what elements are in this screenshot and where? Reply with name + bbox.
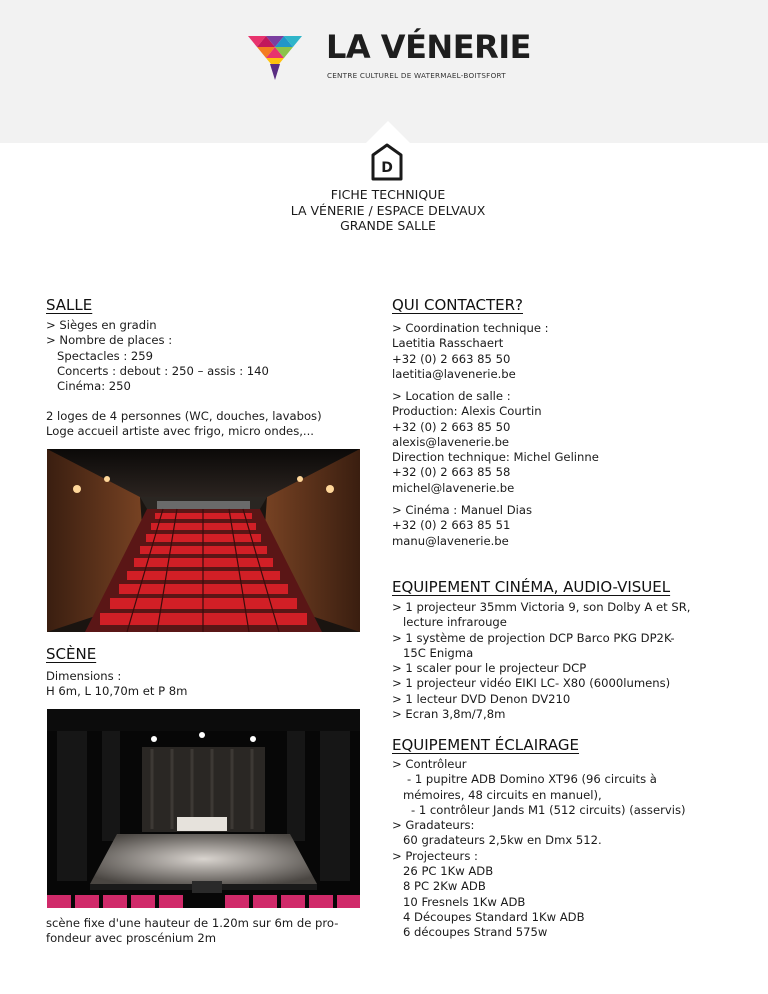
title-line: FICHE TECHNIQUE xyxy=(330,187,446,202)
eclairage-item: 60 gradateurs 2,5kw en Dmx 512. xyxy=(403,833,602,848)
contact-line: Production: Alexis Courtin xyxy=(392,404,542,419)
cinema-list xyxy=(392,600,691,722)
scene-dim-line: Dimensions : xyxy=(46,669,122,683)
cinema-item: > 1 système de projection DCP Barco PKG DP2K- xyxy=(392,630,675,645)
salle-details xyxy=(46,318,269,394)
contact-line: Direction technique: Michel Gelinne xyxy=(392,450,599,465)
title-line: LA VÉNERIE / ESPACE DELVAUX xyxy=(290,202,486,218)
contact-line: +32 (0) 2 663 85 50 xyxy=(392,419,511,434)
eclairage-item: mémoires, 48 circuits en manuel), xyxy=(403,787,602,802)
loges-line: Loge accueil artiste avec frigo, micro ondes,... xyxy=(46,424,314,439)
contact-email: michel@lavenerie.be xyxy=(392,480,515,495)
contact-email: manu@lavenerie.be xyxy=(392,533,509,548)
scene-caption xyxy=(46,916,338,947)
cinema-heading: EQUIPEMENT CINÉMA, AUDIO-VISUEL xyxy=(392,578,671,596)
brand-title: LA VÉNERIE xyxy=(326,28,531,66)
eclairage-item: - 1 pupitre ADB Domino XT96 (96 circuits à xyxy=(407,772,657,787)
contact-heading: QUI CONTACTER? xyxy=(392,296,523,314)
eclairage-item: > Projecteurs : xyxy=(392,848,478,863)
eclairage-item: 8 PC 2Kw ADB xyxy=(403,879,486,894)
contact-line: > Cinéma : Manuel Dias xyxy=(392,503,533,517)
contact-cinema xyxy=(392,503,532,549)
cinema-item: lecture infrarouge xyxy=(403,615,507,630)
contact-line: +32 (0) 2 663 85 58 xyxy=(392,465,511,480)
cinema-item: > 1 projecteur 35mm Victoria 9, son Dolby A et SR, xyxy=(392,600,691,614)
brand-subtitle: CENTRE CULTUREL DE WATERMAEL-BOITSFORT xyxy=(327,71,506,80)
stage-photo xyxy=(47,709,360,908)
cinema-item: > 1 scaler pour le projecteur DCP xyxy=(392,661,587,676)
scene-caption-line: scène fixe d'une hauteur de 1.20m sur 6m de pro- xyxy=(46,916,339,930)
salle-heading: SALLE xyxy=(46,296,93,314)
contact-coordination xyxy=(392,321,549,382)
document-title xyxy=(0,187,768,234)
title-line: GRANDE SALLE xyxy=(340,218,436,233)
loges-details xyxy=(46,409,322,440)
eclairage-heading: EQUIPEMENT ÉCLAIRAGE xyxy=(392,736,580,754)
contact-line: +32 (0) 2 663 85 50 xyxy=(392,351,511,366)
salle-line: Cinéma: 250 xyxy=(57,379,131,394)
contact-line: +32 (0) 2 663 85 51 xyxy=(392,518,511,533)
contact-email: alexis@lavenerie.be xyxy=(392,434,510,449)
contact-email: laetitia@lavenerie.be xyxy=(392,366,516,381)
eclairage-list xyxy=(392,757,686,941)
cinema-item: > 1 lecteur DVD Denon DV210 xyxy=(392,691,571,706)
house-d-icon xyxy=(371,143,403,181)
cinema-item: > Ecran 3,8m/7,8m xyxy=(392,707,506,722)
salle-line: > Sièges en gradin xyxy=(46,318,157,332)
cinema-item: 15C Enigma xyxy=(403,645,474,660)
eclairage-item: 26 PC 1Kw ADB xyxy=(403,864,494,879)
cinema-item: > 1 projecteur vidéo EIKI LC- X80 (6000lumens) xyxy=(392,676,671,691)
triangle-mosaic-logo-icon xyxy=(248,36,302,80)
salle-line: Concerts : debout : 250 – assis : 140 xyxy=(57,363,269,378)
eclairage-item: - 1 contrôleur Jands M1 (512 circuits) (asservis) xyxy=(411,802,686,817)
scene-dimensions xyxy=(46,669,187,700)
header-notch xyxy=(366,121,410,143)
eclairage-item: 6 découpes Strand 575w xyxy=(403,925,548,940)
svg-text:D: D xyxy=(381,160,393,176)
contact-line: > Coordination technique : xyxy=(392,321,549,335)
contact-location xyxy=(392,389,599,496)
scene-caption-line: fondeur avec proscénium 2m xyxy=(46,931,217,946)
eclairage-item: > Gradateurs: xyxy=(392,818,475,833)
contact-line: Laetitia Rasschaert xyxy=(392,336,504,351)
salle-line: Spectacles : 259 xyxy=(57,348,154,363)
salle-line: > Nombre de places : xyxy=(46,333,173,348)
eclairage-item: 10 Fresnels 1Kw ADB xyxy=(403,894,526,909)
auditorium-photo xyxy=(47,449,360,632)
scene-dim-line: H 6m, L 10,70m et P 8m xyxy=(46,684,188,699)
contact-line: > Location de salle : xyxy=(392,389,511,403)
eclairage-item: 4 Découpes Standard 1Kw ADB xyxy=(403,909,585,924)
eclairage-item: > Contrôleur xyxy=(392,757,467,771)
loges-line: 2 loges de 4 personnes (WC, douches, lavabos) xyxy=(46,409,322,423)
scene-heading: SCÈNE xyxy=(46,645,97,663)
